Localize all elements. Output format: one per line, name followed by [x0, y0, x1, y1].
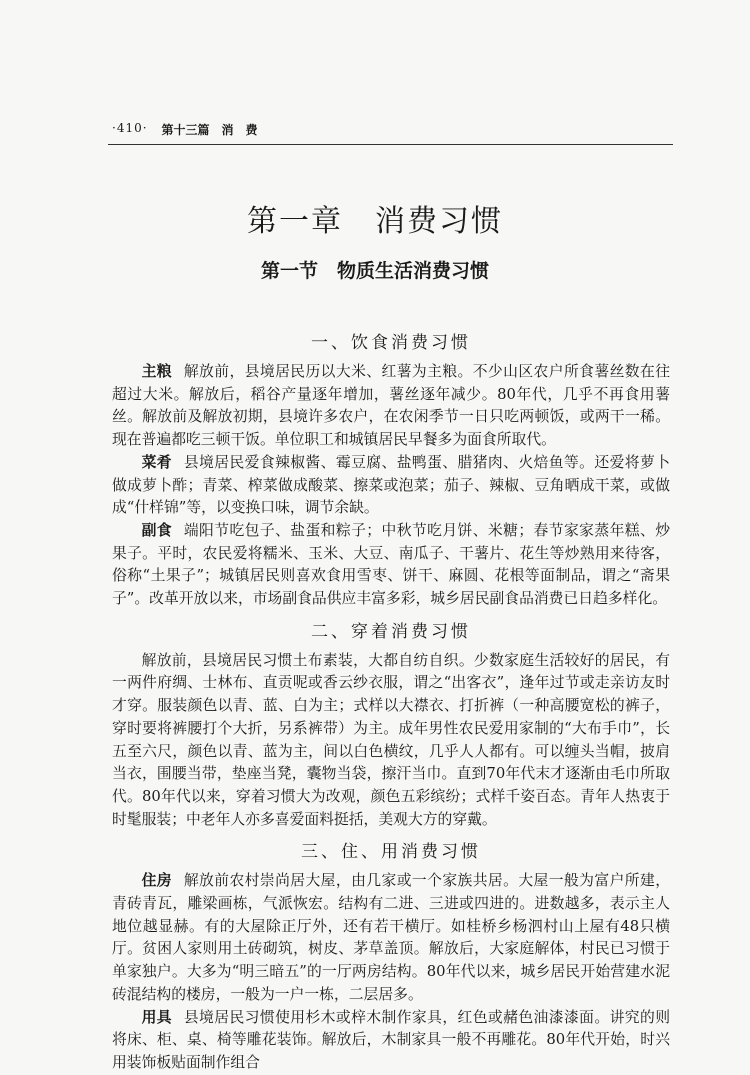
- body-text: [112, 330, 670, 1075]
- paragraph-lead: 主粮: [141, 363, 173, 380]
- part-title: 第十三篇 消 费: [161, 123, 258, 137]
- subsection-heading: 三、住、用消费习惯: [301, 842, 481, 863]
- chapter-title: 第一章 消费习惯: [247, 204, 503, 239]
- paragraph-clothing: [112, 650, 670, 832]
- paragraph-staple-food: [112, 361, 670, 452]
- paragraph-housing: [112, 870, 670, 1006]
- paragraph-text: 县境居民习惯使用杉木或梓木制作家具，红色或赭色油漆漆面。讲究的则将床、柜、桌、椅等雕花装饰。解放后，木制家具一般不再雕花。80年代开始，时兴用装饰板贴面制作组合: [112, 1008, 670, 1071]
- paragraph-text: 解放前，县境居民历以大米、红薯为主粮。不少山区农户所食薯丝数在往超过大米。解放后，稻谷产量逐年增加，薯丝逐年减少。80年代，几乎不再食用薯丝。解放前及解放初期，县境许多农户，在农闲季节一日只吃两顿饭，或两干一稀。现在普遍都吃三顿干饭。单位职工和城镇居民早餐多为面食所取代。: [112, 363, 670, 449]
- running-header: [112, 121, 258, 138]
- paragraph-text: 县境居民爱食辣椒酱、霉豆腐、盐鸭蛋、腊猪肉、火焙鱼等。还爱将萝卜做成萝卜酢；青菜、榨菜做成酸菜、擦菜或泡菜；茄子、辣椒、豆角晒成干菜，或做成“什样锦”等，以变换口味，调节余缺。: [112, 453, 670, 517]
- section-title: 第一节 物质生活消费习惯: [260, 260, 489, 282]
- paragraph-text: 解放前，县境居民习惯土布素装，大都自纺自织。少数家庭生活较好的居民，有一两件府绸、士林布、直贡呢或香云纱衣服，谓之“出客衣”，逢年过节或走亲访友时才穿。服装颜色以青、蓝、白为主；式样以大襟衣、打折裤（一种高腰宽松的裤子，穿时要将裤腰打个大折，另系裤带）为主。成年男性农民爱用家制的“大布手巾”，长五至六尺，颜色以青、蓝为主，间以白色横纹，几乎人人都有。可以缠头当帽，披肩当衣，围腰当带，垫座当凳，囊物当袋，擦汗当巾。直到70年代末才逐渐由毛巾所取代。80年代以来，穿着习惯大为改观，颜色五彩缤纷；式样千姿百态。青年人热衷于时髦服装；中老年人亦多喜爱面料挺括，美观大方的穿戴。: [112, 651, 670, 828]
- subsection-heading: 一、饮食消费习惯: [311, 333, 471, 353]
- paragraph-snacks: [112, 520, 670, 611]
- paragraph-text: 解放前农村崇尚居大屋，由几家或一个家族共居。大屋一般为富户所建，青砖青瓦，雕梁画栋，气派恢宏。结构有二进、三进或四进的。进数越多，表示主人地位越显赫。有的大屋除正厅外，还有若干横厅。如桂桥乡杨泗村山上屋有48只横厅。贫困人家则用土砖砌筑，树皮、茅草盖顶。解放后，大家庭解体，村民已习惯于单家独户。大多为“明三暗五”的一厅两房结构。80年代以来，城乡居民开始营建水泥砖混结构的楼房，一般为一户一栋，二层居多。: [112, 872, 670, 1003]
- paragraph-lead: 住房: [141, 872, 173, 890]
- subsection-heading: 二、穿着消费习惯: [311, 621, 471, 642]
- paragraph-lead: 菜肴: [141, 453, 173, 471]
- paragraph-text: 端阳节吃包子、盐蛋和粽子；中秋节吃月饼、米糖；春节家家蒸年糕、炒果子。平时，农民爱将糯米、玉米、大豆、南瓜子、干薯片、花生等炒熟用来待客，俗称“土果子”；城镇居民则喜欢食用雪枣、饼干、麻圆、花根等面制品，谓之“斋果子”。改革开放以来，市场副食品供应丰富多彩，城乡居民副食品消费已日趋多样化。: [112, 521, 670, 608]
- paragraph-lead: 副食: [141, 521, 173, 539]
- paragraph-furniture: [112, 1007, 670, 1075]
- paragraph-lead: 用具: [141, 1008, 173, 1026]
- paragraph-dishes: [112, 452, 670, 520]
- header-rule: [108, 144, 673, 145]
- page-number: ·410·: [112, 121, 148, 135]
